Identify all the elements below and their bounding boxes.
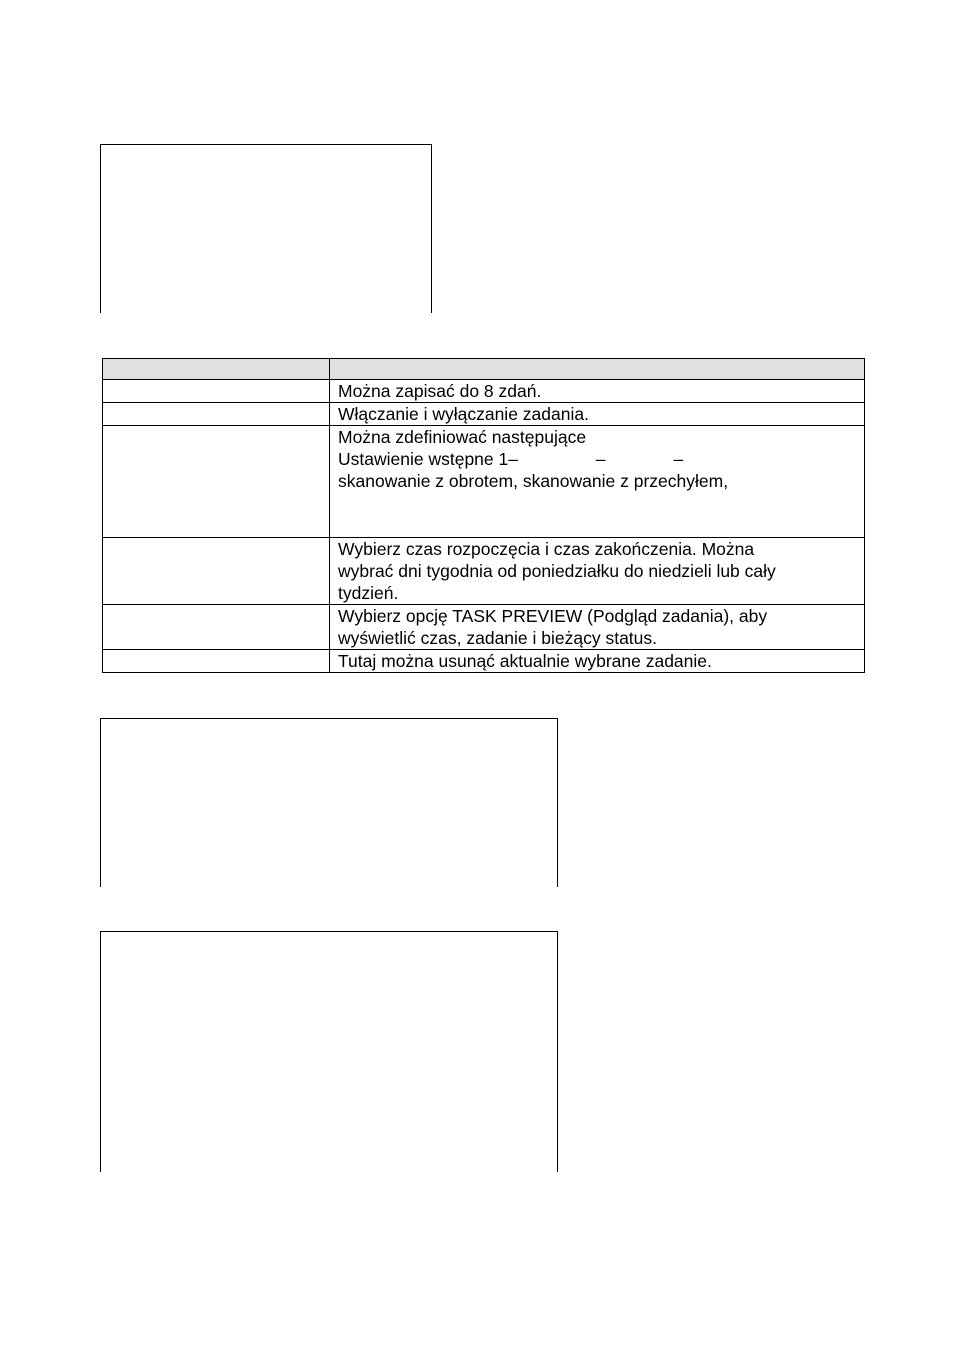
description-text: Wybierz opcję TASK PREVIEW (Podgląd zadania), aby (338, 606, 768, 626)
description-text: tydzień. (338, 583, 399, 603)
description-text: wyświetlić czas, zadanie i bieżący status. (338, 628, 658, 648)
table-row (103, 426, 865, 538)
description-cell (330, 538, 865, 605)
description-text: skanowanie z obrotem, skanowanie z przechyłem, (338, 471, 729, 491)
table-row (103, 650, 865, 673)
table-row (103, 403, 865, 426)
table-row (103, 380, 865, 403)
item-cell (103, 403, 330, 426)
item-cell (103, 650, 330, 673)
description-text: Tutaj można usunąć aktualnie wybrane zadanie. (338, 651, 712, 671)
description-text: Można zdefiniować następujące (338, 427, 587, 447)
description-text: Ustawienie wstępne 1– – – (338, 449, 684, 469)
description-cell (330, 650, 865, 673)
description-cell (330, 403, 865, 426)
table-row (103, 605, 865, 650)
description-cell (330, 380, 865, 403)
table-row (103, 538, 865, 605)
description-text: wybrać dni tygodnia od poniedziałku do niedzieli lub cały (338, 561, 776, 581)
settings-table (102, 358, 865, 673)
table-header-row (103, 359, 865, 380)
header-cell-description (330, 359, 865, 380)
screen-image-frame-3 (100, 931, 558, 1172)
item-cell (103, 605, 330, 650)
screen-image-frame-1 (100, 144, 432, 313)
item-cell (103, 380, 330, 403)
description-text: Wybierz czas rozpoczęcia i czas zakończenia. Można (338, 539, 755, 559)
description-cell (330, 605, 865, 650)
description-text: Włączanie i wyłączanie zadania. (338, 404, 589, 424)
description-text: Można zapisać do 8 zdań. (338, 381, 542, 401)
header-cell-item (103, 359, 330, 380)
item-cell (103, 426, 330, 538)
item-cell (103, 538, 330, 605)
description-cell (330, 426, 865, 538)
screen-image-frame-2 (100, 718, 558, 887)
